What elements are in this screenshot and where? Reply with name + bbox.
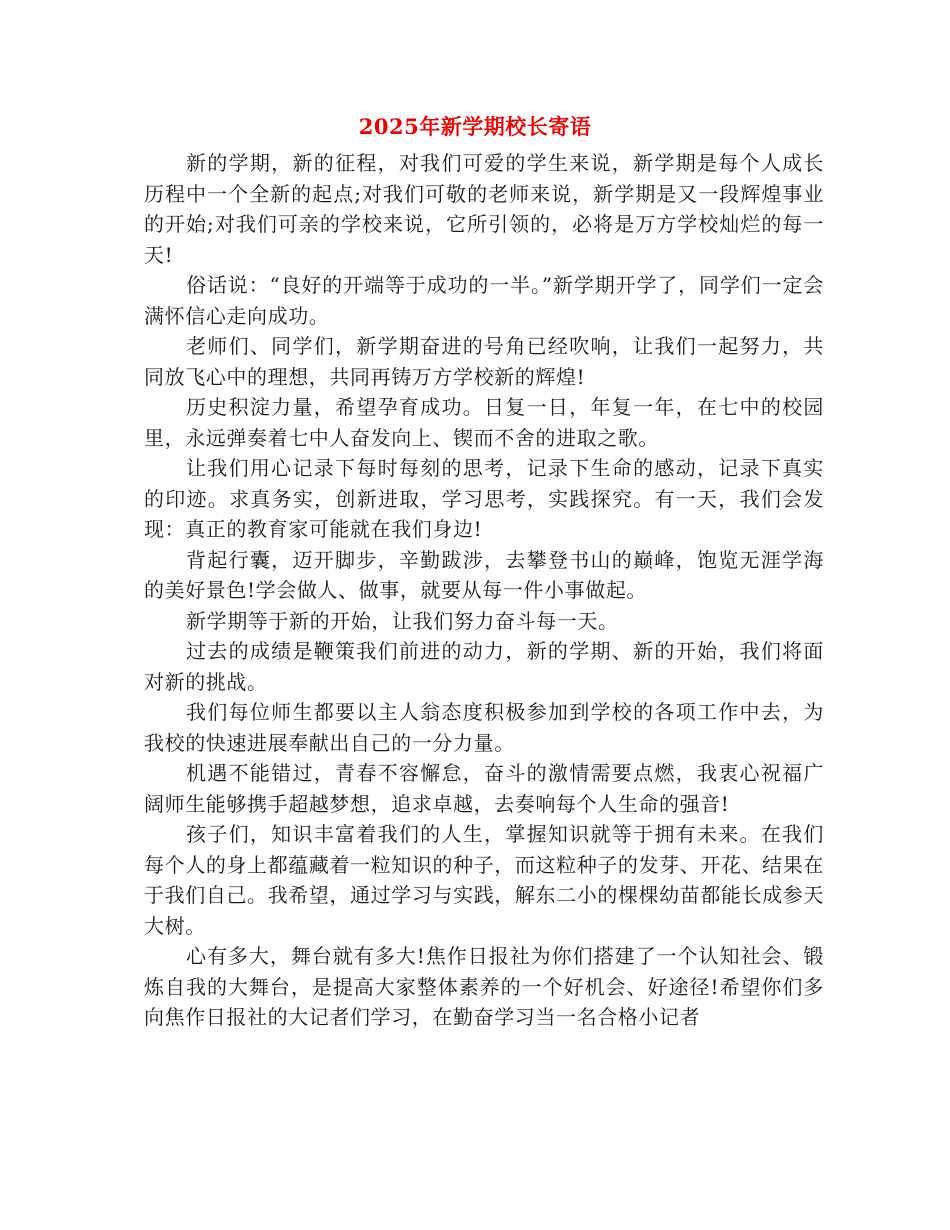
paragraph: 让我们用心记录下每时每刻的思考，记录下生命的感动，记录下真实的印迹。求真务实，创新进取，学习思考，实践探究。有一天，我们会发现：真正的教育家可能就在我们身边! (144, 456, 824, 541)
document-body (144, 148, 824, 1033)
paragraph: 我们每位师生都要以主人翁态度积极参加到学校的各项工作中去，为我校的快速进展奉献出自己的一分力量。 (144, 700, 824, 755)
paragraph: 历史积淀力量，希望孕育成功。日复一日，年复一年，在七中的校园里，永远弹奏着七中人奋发向上、锲而不舍的进取之歌。 (144, 395, 824, 450)
paragraph: 新学期等于新的开始，让我们努力奋斗每一天。 (186, 608, 619, 633)
paragraph: 老师们、同学们，新学期奋进的号角已经吹响，让我们一起努力，共同放飞心中的理想，共同再铸万方学校新的辉煌! (144, 334, 824, 389)
paragraph: 过去的成绩是鞭策我们前进的动力，新的学期、新的开始，我们将面对新的挑战。 (144, 639, 824, 694)
paragraph: 孩子们，知识丰富着我们的人生，掌握知识就等于拥有未来。在我们每个人的身上都蕴藏着一粒知识的种子，而这粒种子的发芽、开花、结果在于我们自己。我希望，通过学习与实践，解东二小的棵棵幼苗都能长成参天大树。 (144, 822, 824, 938)
paragraph: 机遇不能错过，青春不容懈怠，奋斗的激情需要点燃，我衷心祝福广阔师生能够携手超越梦想，追求卓越，去奏响每个人生命的强音! (144, 761, 824, 816)
paragraph: 俗话说：“良好的开端等于成功的一半。”新学期开学了，同学们一定会满怀信心走向成功。 (144, 273, 824, 328)
paragraph: 新的学期，新的征程，对我们可爱的学生来说，新学期是每个人成长历程中一个全新的起点;对我们可敬的老师来说，新学期是又一段辉煌事业的开始;对我们可亲的学校来说，它所引领的，必将是万方学校灿烂的每一天! (144, 151, 824, 267)
paragraph: 心有多大，舞台就有多大!焦作日报社为你们搭建了一个认知社会、锻炼自我的大舞台，是提高大家整体素养的一个好机会、好途径!希望你们多向焦作日报社的大记者们学习，在勤奋学习当一名合格小记者 (144, 944, 824, 1029)
paragraph: 背起行囊，迈开脚步，辛勤跋涉，去攀登书山的巅峰，饱览无涯学海的美好景色!学会做人、做事，就要从每一件小事做起。 (144, 547, 824, 602)
document-title: 2025年新学期校长寄语 (358, 114, 592, 139)
